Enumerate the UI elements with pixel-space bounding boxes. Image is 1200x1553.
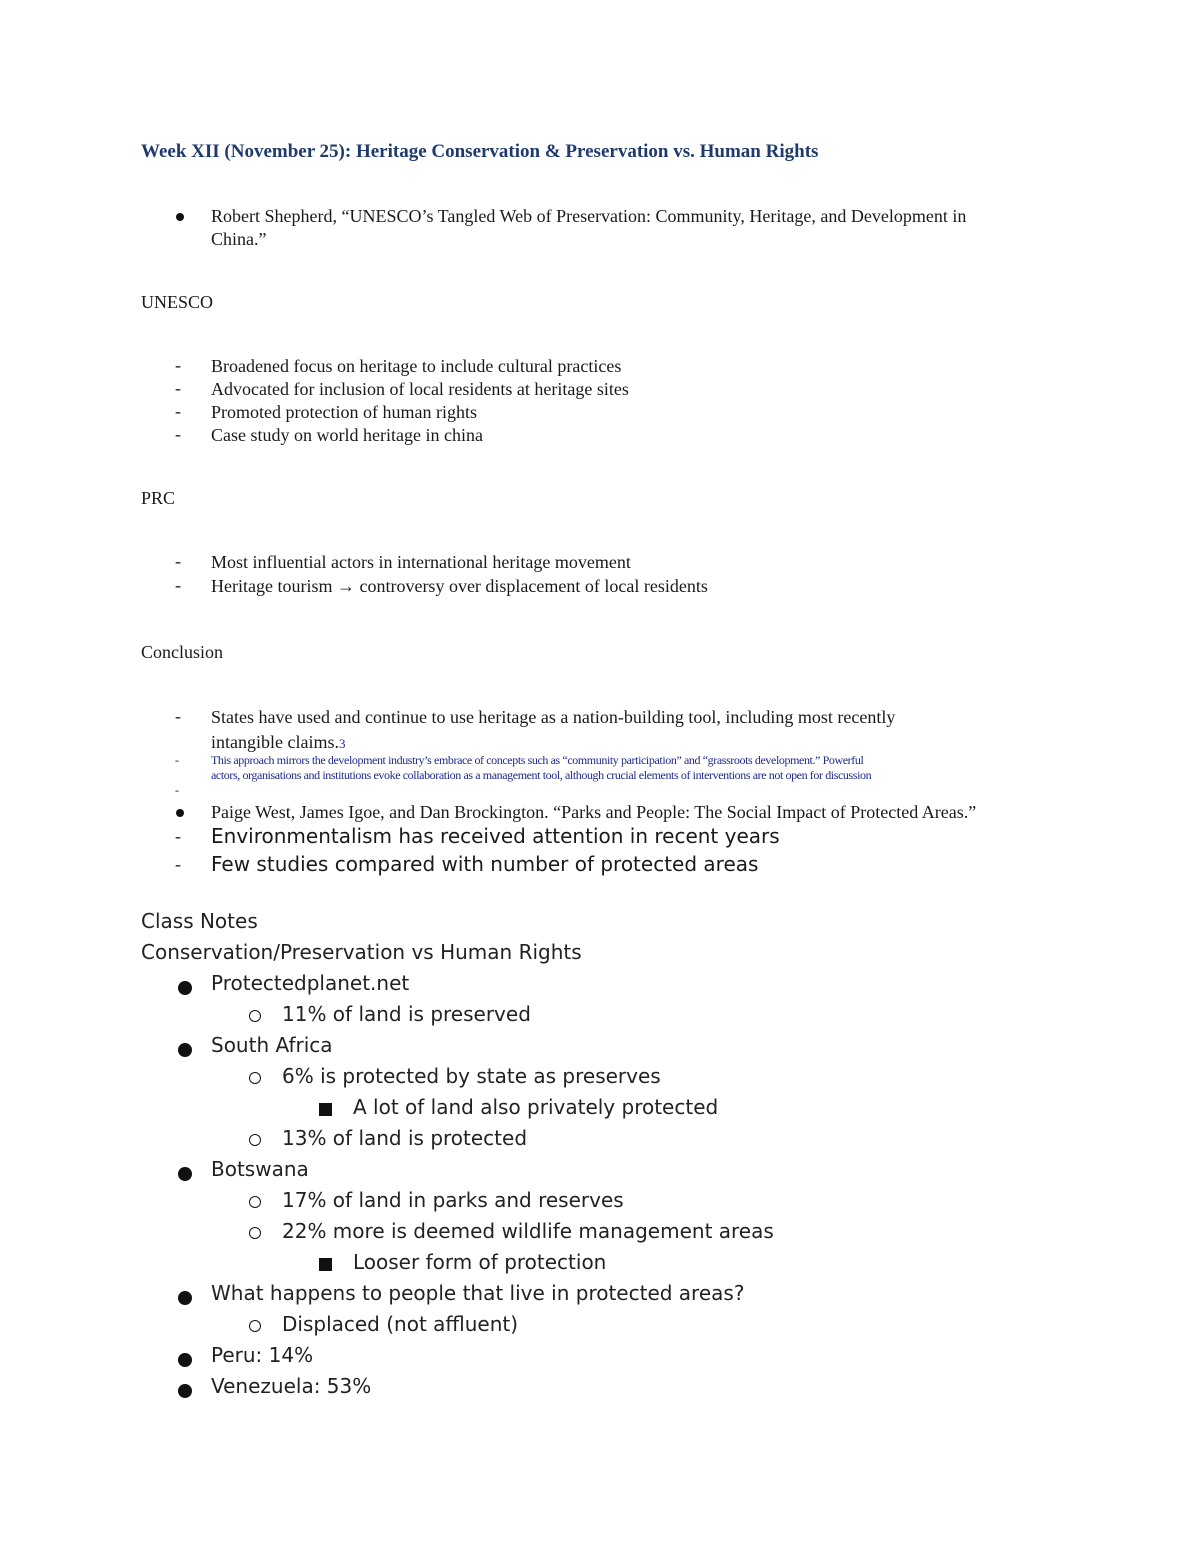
dash-icon: -: [175, 575, 181, 595]
conclusion-item-line1: States have used and continue to use heritage as a nation-building tool, including most recently: [211, 707, 896, 727]
conclusion-item-text: intangible claims.: [211, 732, 339, 752]
note-south-africa: South Africa: [211, 1033, 333, 1057]
note-question: What happens to people that live in protected areas?: [211, 1281, 745, 1305]
circle-bullet-icon: [249, 1072, 261, 1084]
note-peru: Peru: 14%: [211, 1343, 314, 1367]
circle-bullet-icon: [249, 1196, 261, 1208]
unesco-item: Advocated for inclusion of local residents at heritage sites: [211, 379, 629, 399]
bullet-icon: [178, 1043, 192, 1057]
dash-icon: -: [175, 378, 181, 398]
conclusion-title: Conclusion: [141, 642, 224, 662]
unesco-item: Case study on world heritage in china: [211, 425, 483, 445]
bullet-icon: [178, 981, 192, 995]
dash-icon: -: [175, 854, 181, 874]
class-notes-title: Class Notes: [141, 909, 258, 933]
circle-bullet-icon: [249, 1227, 261, 1239]
footnote-line2: actors, organisations and institutions evoke collaboration as a management tool, although crucial elements of interventions are not open for discussion: [211, 768, 872, 782]
reading-2-item: Few studies compared with number of protected areas: [211, 852, 759, 876]
bullet-icon: [176, 809, 184, 817]
note-sa-sub1-sub: A lot of land also privately protected: [353, 1095, 719, 1119]
prc-title: PRC: [141, 488, 176, 508]
note-bw-sub2-sub: Looser form of protection: [353, 1250, 607, 1274]
dash-icon: -: [175, 355, 181, 375]
bullet-icon: [178, 1291, 192, 1305]
footnote-line1: This approach mirrors the development industry’s embrace of concepts such as “community participation” and “grassroots development.” Powerful: [211, 753, 864, 767]
circle-bullet-icon: [249, 1010, 261, 1022]
dash-icon: -: [175, 753, 179, 767]
class-notes-subtitle: Conservation/Preservation vs Human Rights: [141, 940, 582, 964]
bullet-icon: [176, 213, 184, 221]
unesco-item: Broadened focus on heritage to include cultural practices: [211, 356, 622, 376]
prc-item: Most influential actors in international heritage movement: [211, 552, 631, 572]
square-bullet-icon: [319, 1258, 332, 1271]
conclusion-item-line2: [211, 731, 345, 755]
note-venezuela: Venezuela: 53%: [211, 1374, 372, 1398]
unesco-title: UNESCO: [141, 292, 214, 312]
dash-icon: -: [175, 706, 181, 726]
dash-icon: -: [175, 551, 181, 571]
reading-1-line1: Robert Shepherd, “UNESCO’s Tangled Web of Preservation: Community, Heritage, and Development in: [211, 206, 967, 226]
bullet-icon: [178, 1167, 192, 1181]
reading-1-line2: China.”: [211, 229, 267, 249]
footnote-marker: 3: [338, 736, 346, 751]
dash-icon: -: [175, 826, 181, 846]
note-botswana: Botswana: [211, 1157, 309, 1181]
dash-icon: -: [175, 401, 181, 421]
dash-icon: -: [175, 783, 179, 797]
note-bw-sub2: 22% more is deemed wildlife management areas: [282, 1219, 774, 1243]
dash-icon: -: [175, 424, 181, 444]
circle-bullet-icon: [249, 1320, 261, 1332]
note-protectedplanet: Protectedplanet.net: [211, 971, 410, 995]
circle-bullet-icon: [249, 1134, 261, 1146]
bullet-icon: [178, 1353, 192, 1367]
reading-2-item: Environmentalism has received attention in recent years: [211, 824, 780, 848]
square-bullet-icon: [319, 1103, 332, 1116]
week-heading: Week XII (November 25): Heritage Conservation & Preservation vs. Human Rights: [141, 141, 819, 162]
note-pp-sub: 11% of land is preserved: [282, 1002, 531, 1026]
reading-2: Paige West, James Igoe, and Dan Brockington. “Parks and People: The Social Impact of Protected Areas.”: [211, 802, 977, 822]
prc-item: Heritage tourism → controversy over displacement of local residents: [211, 576, 708, 596]
unesco-item: Promoted protection of human rights: [211, 402, 477, 422]
note-bw-sub1: 17% of land in parks and reserves: [282, 1188, 624, 1212]
note-sa-sub2: 13% of land is protected: [282, 1126, 528, 1150]
note-q-sub: Displaced (not affluent): [282, 1312, 519, 1336]
note-sa-sub1: 6% is protected by state as preserves: [282, 1064, 661, 1088]
bullet-icon: [178, 1384, 192, 1398]
